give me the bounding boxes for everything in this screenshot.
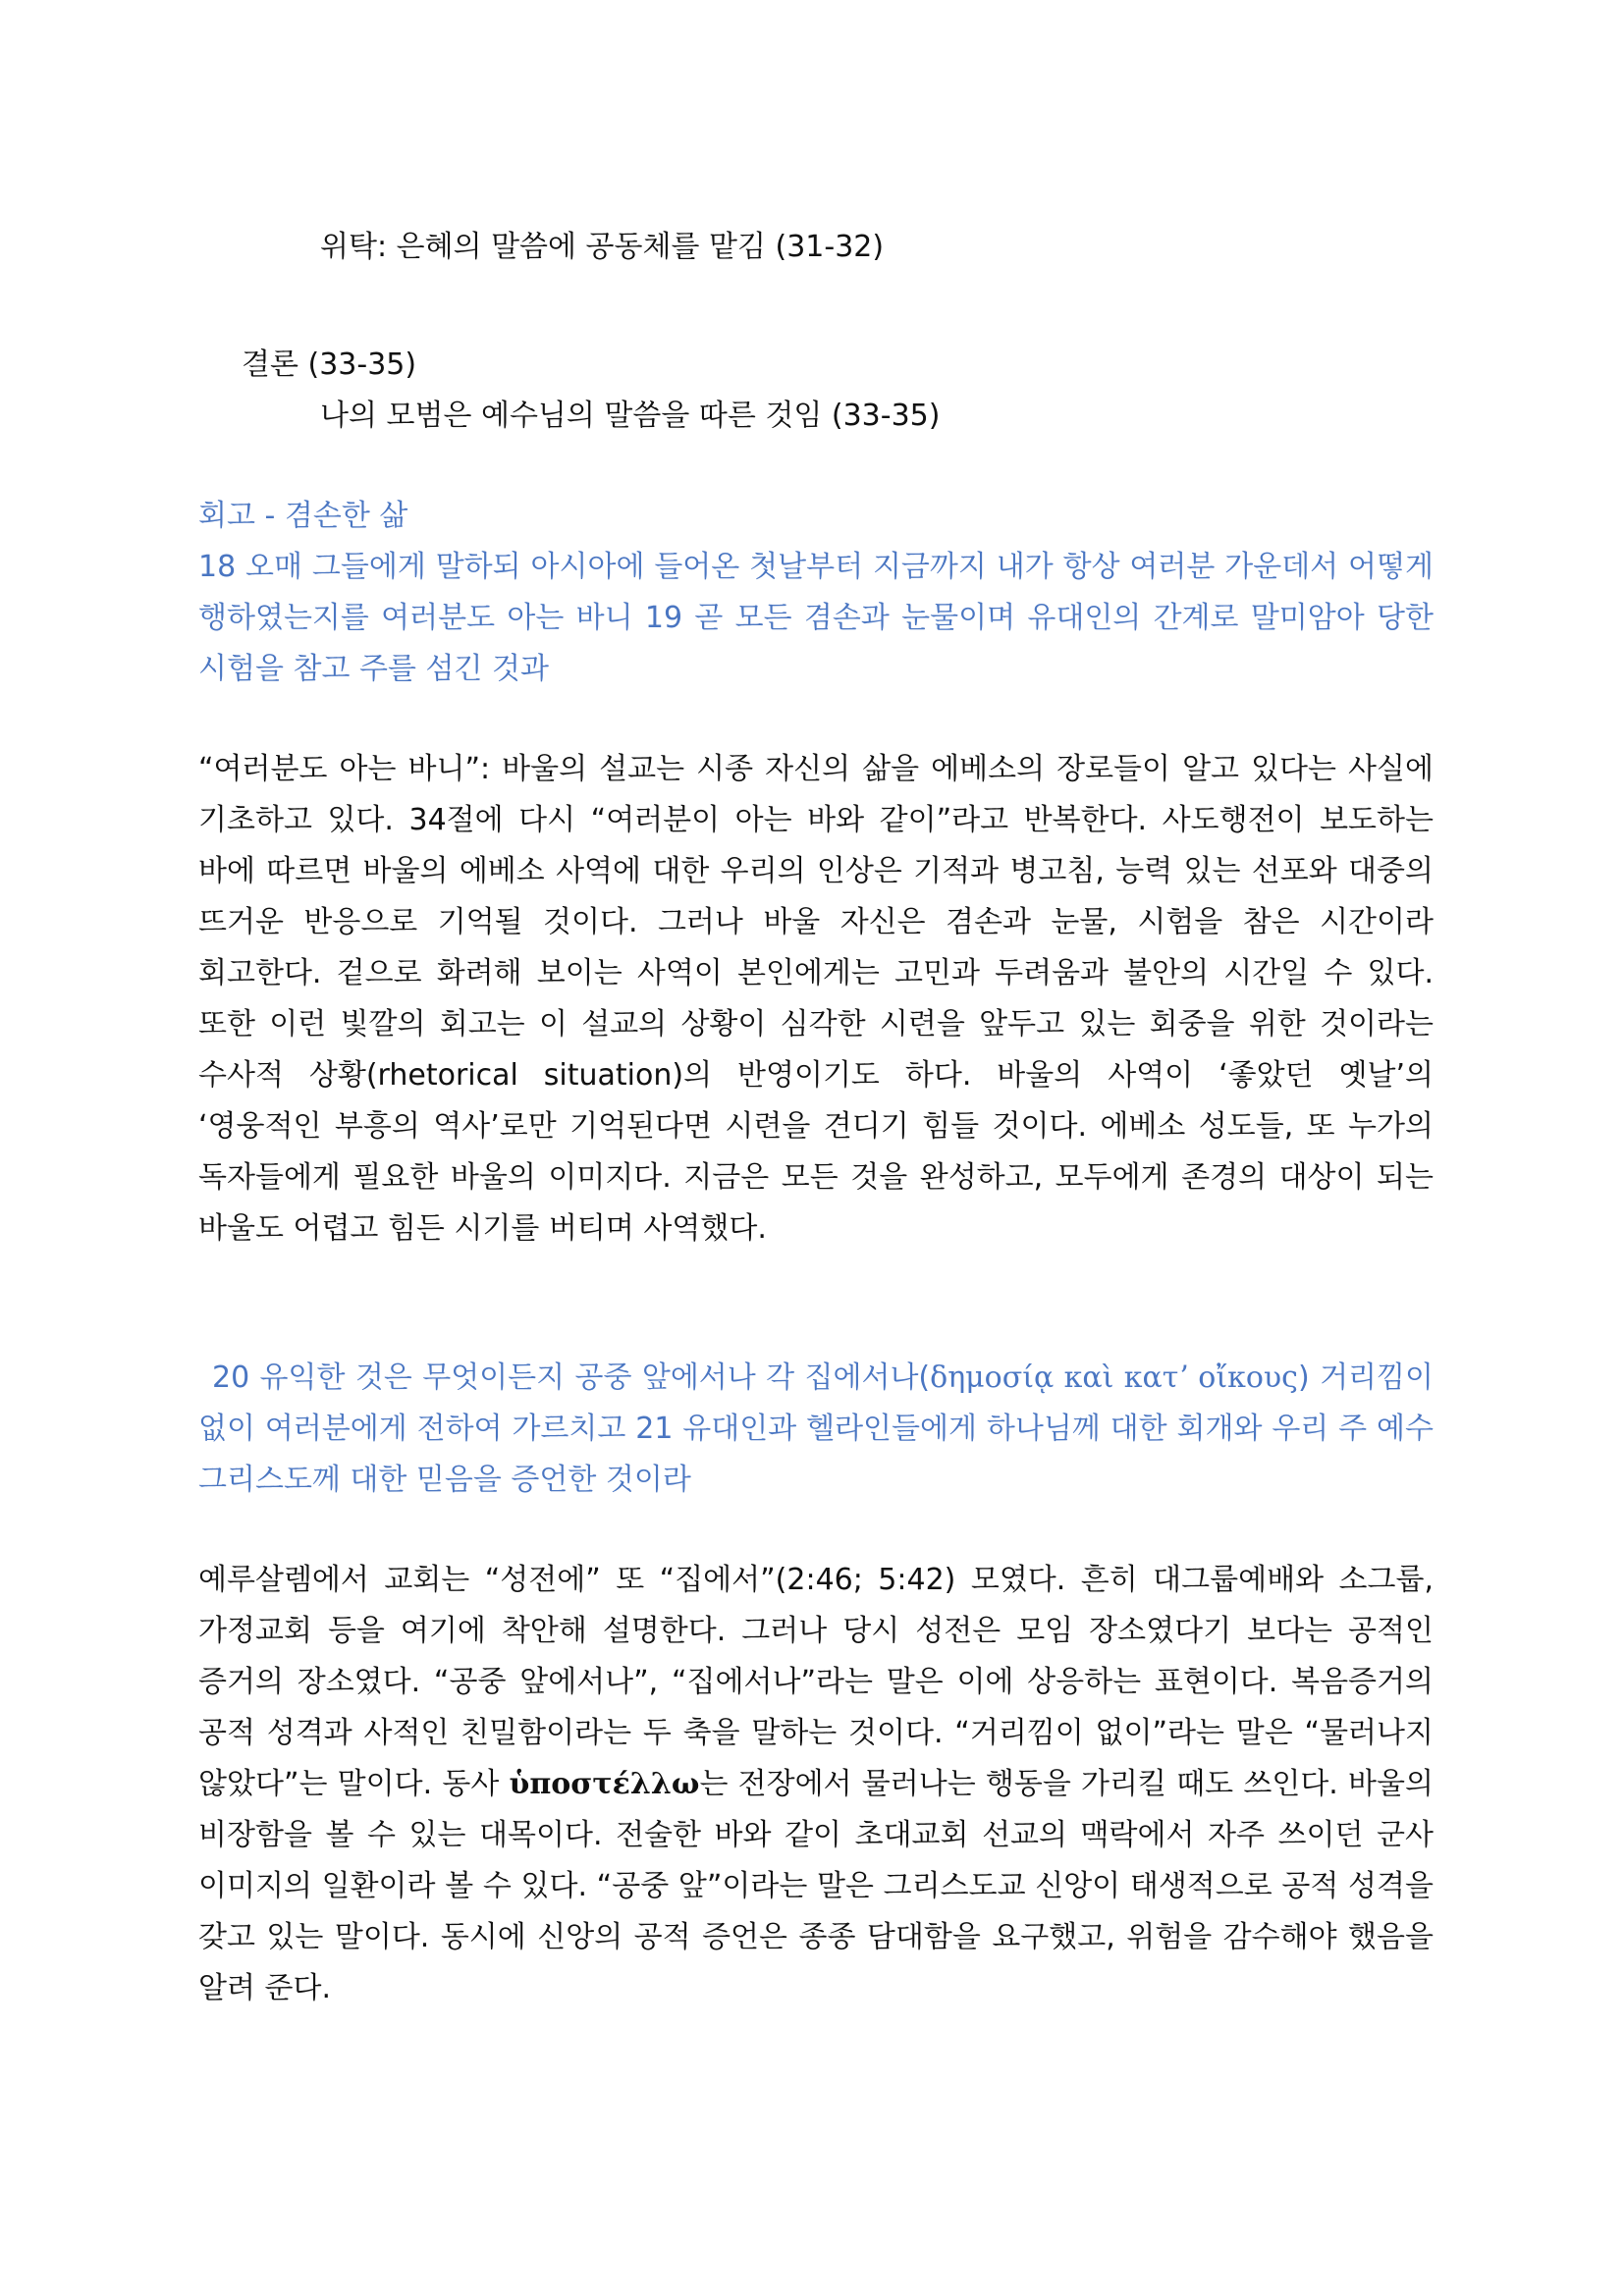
commentary-paragraph-1: “여러분도 아는 바니”: 바울의 설교는 시종 자신의 삶을 에베소의 장로들이 알고 있다는 사실에 기초하고 있다. 34절에 다시 “여러분이 아는 바와 같이”라고 반복한다. 사도행전이 보도하는 바에 따르면 바울의 에베소 사역에 대한 우리의 인상은 기적과 병고침, 능력 있는 선포와 대중의 뜨거운 반응으로 기억될 것이다. 그러나 바울 자신은 겸손과 눈물, 시험을 참은 시간이라 회고한다. 겉으로 화려해 보이는 사역이 본인에게는 고민과 두려움과 불안의 시간일 수 있다. 또한 이런 빛깔의 회고는 이 설교의 상황이 심각한 시련을 앞두고 있는 회중을 위한 것이라는 수사적 상황(rhetorical situation)의 반영이기도 하다. 바울의 사역이 ‘좋았던 옛날’의 ‘영웅적인 부흥의 역사’로만 기억된다면 시련을 견디기 힘들 것이다. 에베소 성도들, 또 누가의 독자들에게 필요한 바울의 이미지다. 지금은 모든 것을 완성하고, 모두에게 존경의 대상이 되는 바울도 어렵고 힘든 시기를 버티며 사역했다. — [198, 752, 1434, 1246]
verse-20-21 — [198, 1353, 1434, 1506]
verse-18-19: 18 오매 그들에게 말하되 아시아에 들어온 첫날부터 지금까지 내가 항상 여러분 가운데서 어떻게 행하였는지를 여러분도 아는 바니 19 곧 모든 겸손과 눈물이며 유대인의 간계로 말미암아 당한 시험을 참고 주를 섬긴 것과 — [198, 550, 1434, 686]
commentary-2-part-a: 예루살렘에서 교회는 “성전에” 또 “집에서”(2:46; 5:42) 모였다. 흔히 대그룹예배와 소그룹, 가정교회 등을 여기에 착안해 설명한다. 그러나 당시 성전은 모임 장소였다기 보다는 공적인 증거의 장소였다. “공중 앞에서나”, “집에서나”라는 말은 이에 상응하는 표현이다. 복음증거의 공적 성격과 사적인 친밀함이라는 두 축을 말하는 것이다. “거리낌이 없이”라는 말은 “물러나지 않았다”는 말이다. 동사 — [198, 1563, 1434, 1801]
verse-20-21-greek: δημοσίᾳ καὶ κατʼ οἴκους — [930, 1361, 1298, 1395]
commentary-paragraph-2 — [198, 1555, 1434, 2014]
conclusion-heading: 결론 (33-35) — [242, 347, 417, 382]
outline-entrust-item: 위탁: 은혜의 말씀에 공동체를 맡김 (31-32) — [320, 230, 885, 264]
outline-conclusion-item: 나의 모범은 예수님의 말씀을 따른 것임 (33-35) — [320, 399, 941, 433]
section-heading: 회고 - 겸손한 삶 — [198, 499, 408, 533]
verse-20-21-part-a: 20 유익한 것은 무엇이든지 공중 앞에서나 각 집에서나( — [212, 1361, 931, 1395]
verse-20-21-part-b: ) 거리낌이 없이 여러분에게 전하여 가르치고 21 유대인과 헬라인들에게 하나님께 대한 회개와 우리 주 예수 그리스도께 대한 믿음을 증언한 것이라 — [198, 1361, 1434, 1497]
commentary-2-greek-verb: ὑποστέλλω — [509, 1767, 700, 1801]
commentary-2-part-b: 는 전장에서 물러나는 행동을 가리킬 때도 쓰인다. 바울의 비장함을 볼 수 있는 대목이다. 전술한 바와 같이 초대교회 선교의 맥락에서 자주 쓰이던 군사 이미지의 일환이라 볼 수 있다. “공중 앞”이라는 말은 그리스도교 신앙이 태생적으로 공적 성격을 갖고 있는 말이다. 동시에 신앙의 공적 증언은 종종 담대함을 요구했고, 위험을 감수해야 했음을 알려 준다. — [198, 1767, 1434, 2005]
